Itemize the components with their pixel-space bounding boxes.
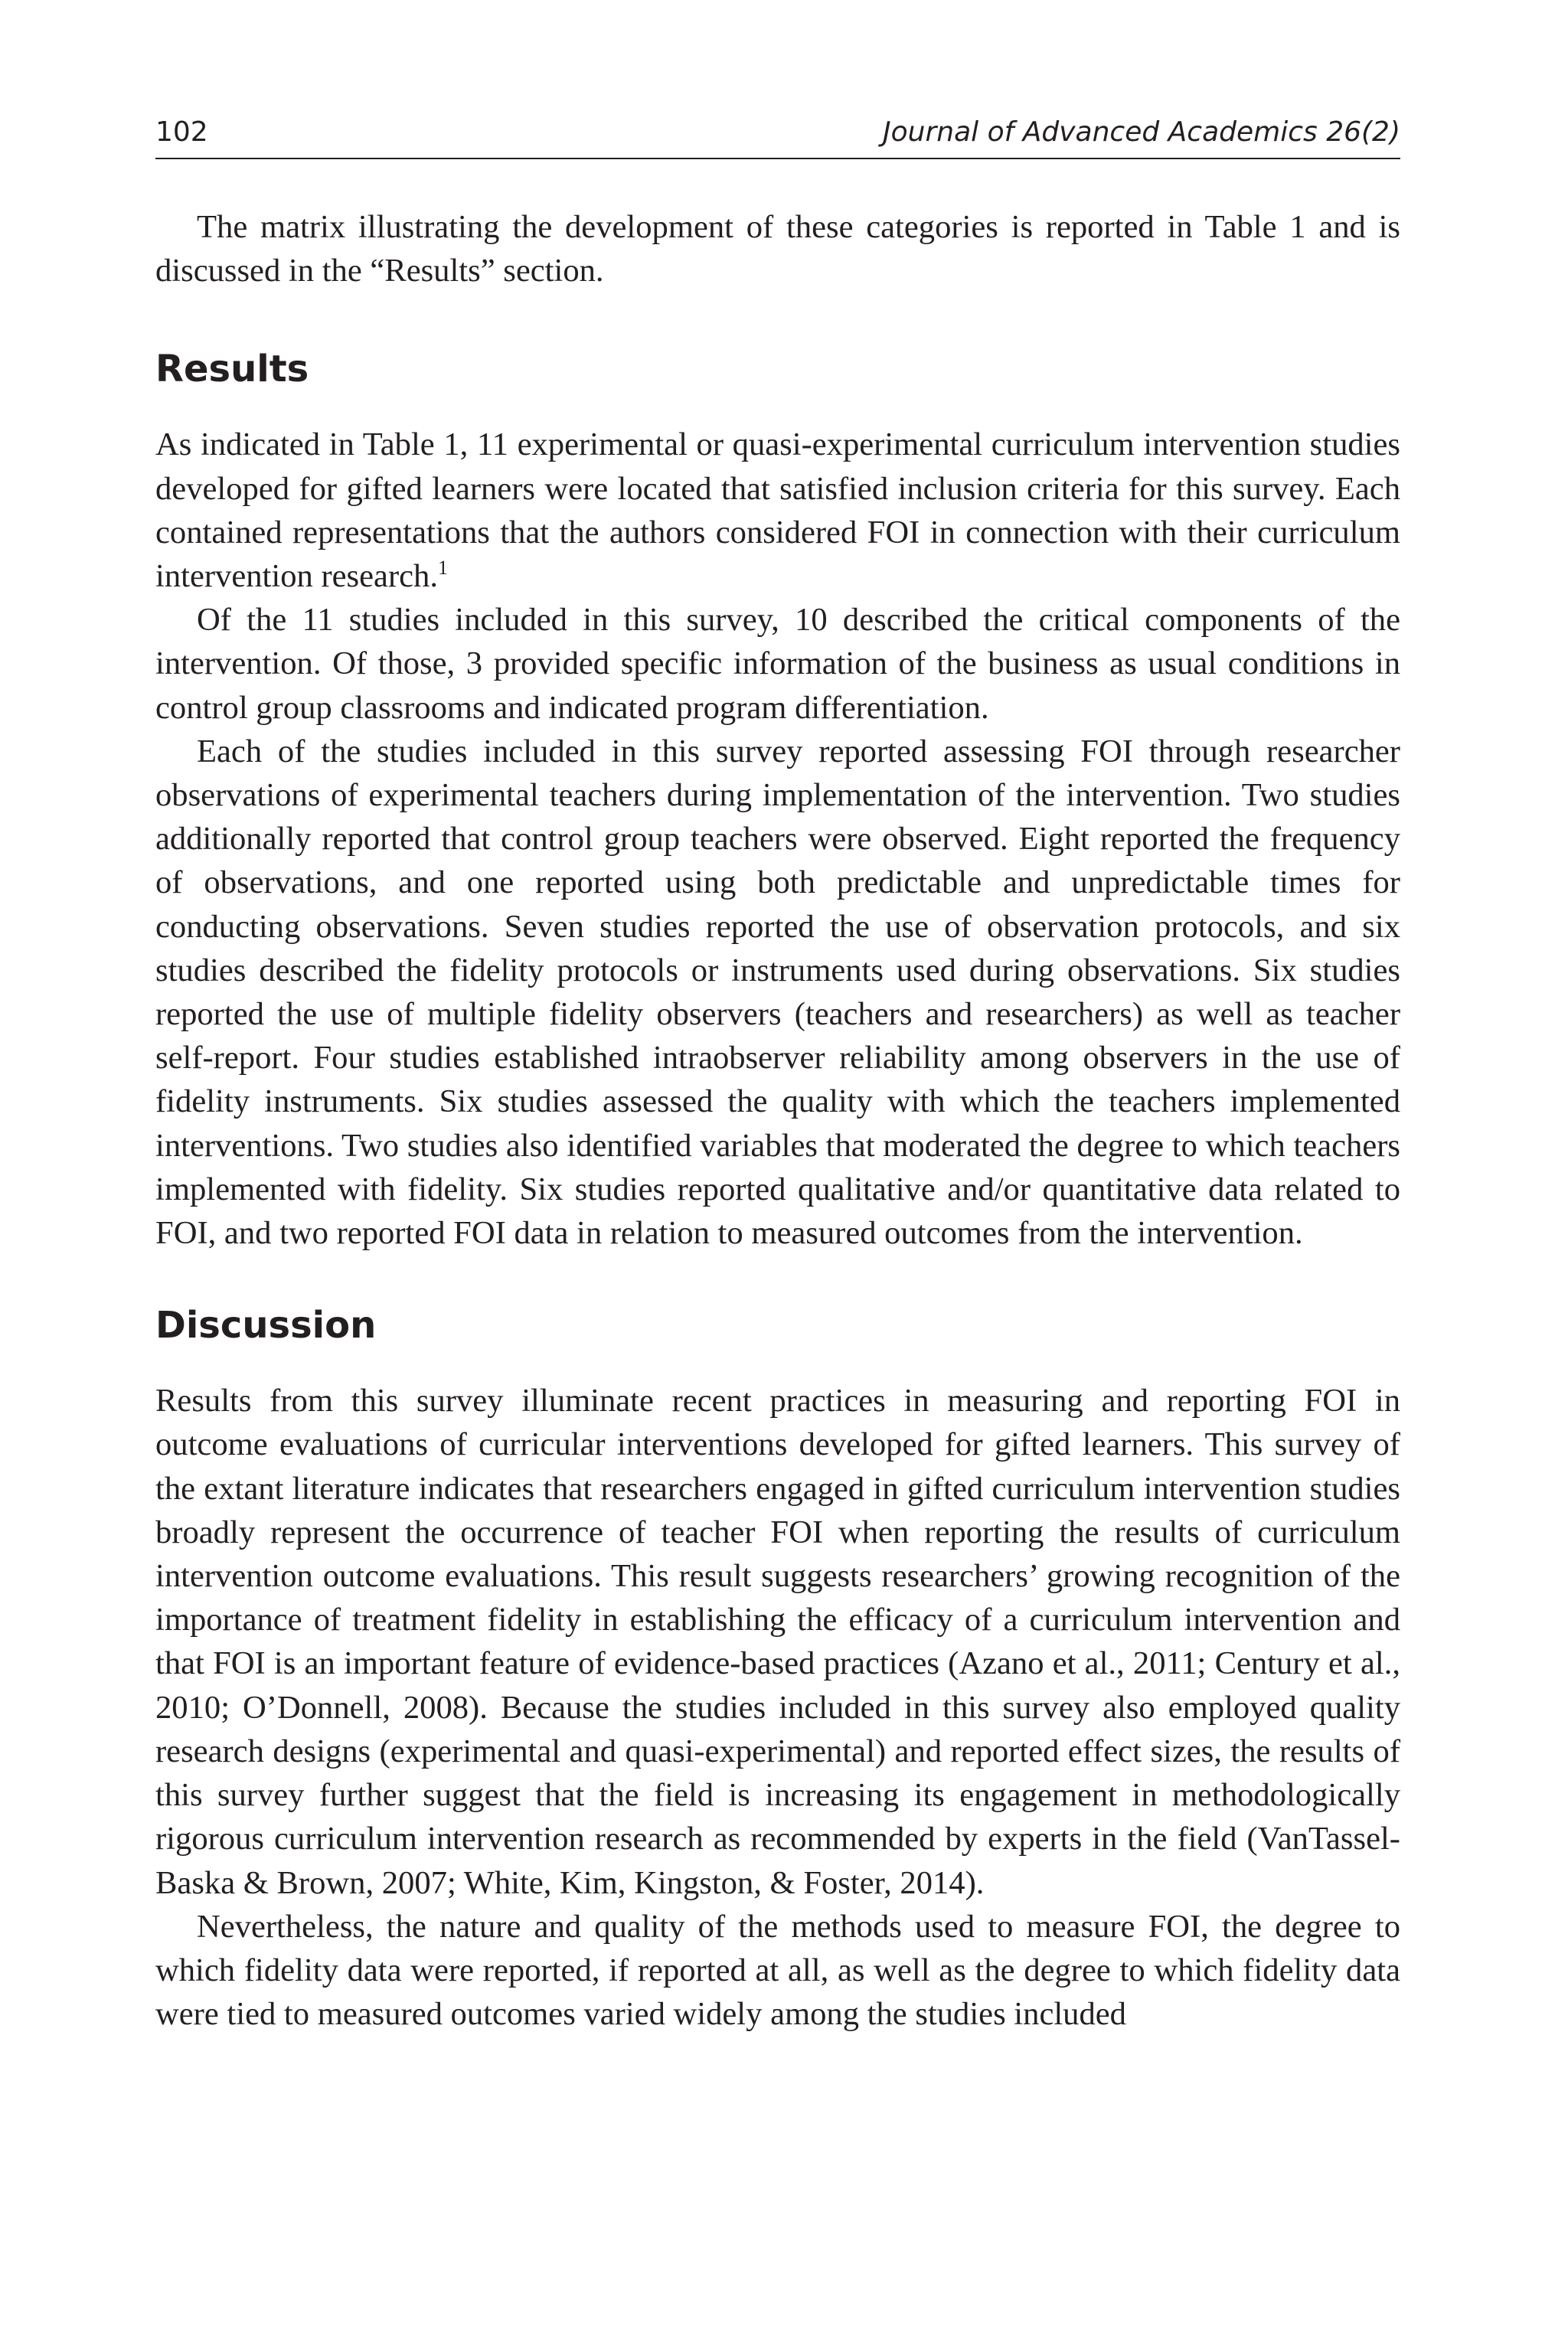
journal-title: Journal of Advanced Academics 26(2) (883, 116, 1400, 148)
results-paragraph-1 (155, 423, 1400, 598)
page-number: 102 (155, 116, 208, 148)
results-paragraph-1-text: As indicated in Table 1, 11 experimental or quasi-experimental curriculum intervention studies developed for gifted learners were located that satisfied inclusion criteria for this survey. Each contained representations that the authors considered FOI in connection with their curriculum intervention research. (155, 426, 1400, 595)
running-head (155, 112, 1400, 159)
intro-paragraph: The matrix illustrating the development of these categories is reported in Table 1 and is discussed in the “Results” section. (155, 209, 1400, 289)
footnote-marker: 1 (437, 557, 448, 580)
results-paragraph-3: Each of the studies included in this survey reported assessing FOI through researcher observations of experimental teachers during implementation of the intervention. Two studies additionally reported that control group teachers were observed. Eight reported the frequency of observations, and one reported using both predictable and unpredictable times for conducting observations. Seven studies reported the use of observation protocols, and six studies described the fidelity protocols or instruments used during observations. Six studies reported the use of multiple fidelity observers (teachers and researchers) as well as teacher self-report. Four studies established intraobserver reliability among observers in the use of fidelity instruments. Six studies assessed the quality with which the teachers implemented interventions. Two studies also identified variables that moderated the degree to which teachers implemented with fidelity. Six studies reported qualitative and/or quantitative data related to FOI, and two reported FOI data in relation to measured outcomes from the intervention. (155, 733, 1400, 1252)
article-body (155, 205, 1400, 2036)
discussion-heading: Discussion (155, 1304, 377, 1348)
results-paragraph-2: Of the 11 studies included in this survey, 10 described the critical components of the intervention. Of those, 3 provided specific information of the business as usual conditions in control group classrooms and indicated program differentiation. (155, 602, 1400, 726)
discussion-paragraph-2: Nevertheless, the nature and quality of the methods used to measure FOI, the degree to which fidelity data were reported, if reported at all, as well as the degree to which fidelity data were tied to measured outcomes varied widely among the studies included (155, 1908, 1400, 2033)
discussion-paragraph-1: Results from this survey illuminate recent practices in measuring and reporting FOI in outcome evaluations of curricular interventions developed for gifted learners. This survey of the extant literature indicates that researchers engaged in gifted curriculum intervention studies broadly represent the occurrence of teacher FOI when reporting the results of curriculum intervention outcome evaluations. This result suggests researchers’ growing recognition of the importance of treatment fidelity in establishing the efficacy of a curriculum intervention and that FOI is an important feature of evidence-based practices (Azano et al., 2011; Century et al., 2010; O’Donnell, 2008). Because the studies included in this survey also employed quality research designs (experimental and quasi-experimental) and reported effect sizes, the results of this survey further suggest that the field is increasing its engagement in methodologically rigorous curriculum intervention research as recommended by experts in the field (VanTassel-Baska & Brown, 2007; White, Kim, Kingston, & Foster, 2014). (155, 1383, 1400, 1901)
results-heading: Results (155, 348, 309, 391)
